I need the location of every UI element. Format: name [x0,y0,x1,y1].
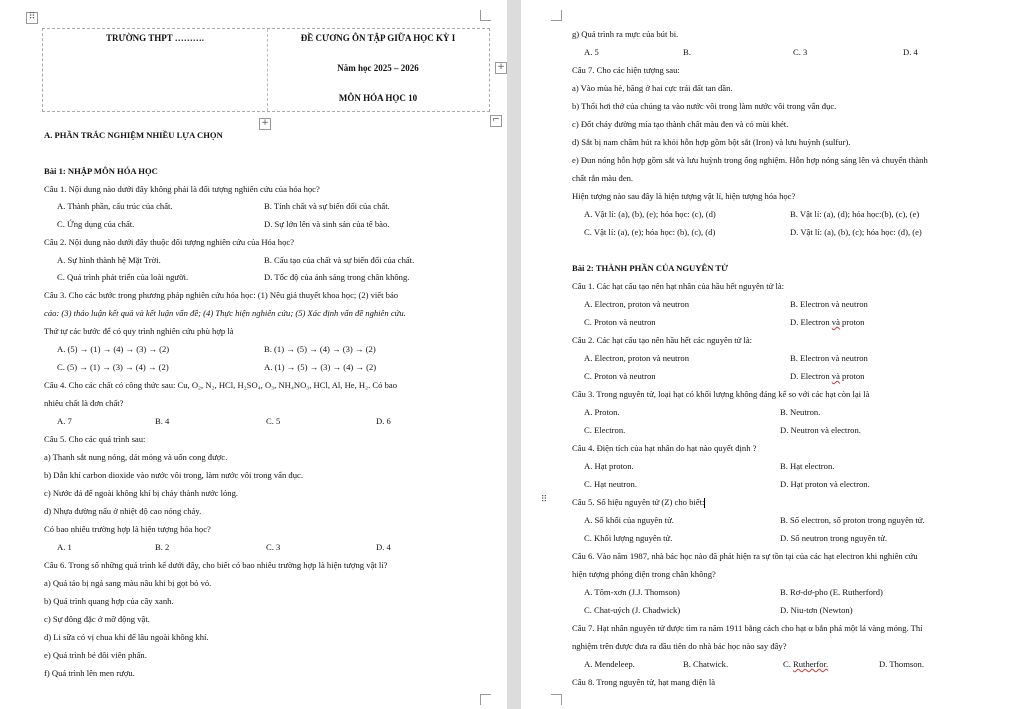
option-c: C. 5 [266,416,281,426]
option-d: D. Tốc độ của ánh sáng trong chân không. [264,272,410,282]
statement: c) Nước đá để ngoài không khí bị chảy thành nước lỏng. [44,488,239,498]
option-a: A. 1 [57,542,72,552]
option-c: C. Electron. [584,425,626,435]
spelling-flag[interactable]: và [831,317,840,327]
question-1: Câu 1. Các hạt cấu tạo nên hạt nhân của hầu hết nguyên tử là: [572,281,785,291]
statement: a) Quả táo bị ngả sang màu nâu khi bị gọt bỏ vỏ. [44,578,212,588]
question-6: Câu 6. Trong số những quá trình kể dưới đây, cho biết có bao nhiêu trường hợp là hiện tượng vật lí? [44,560,388,570]
school-name: TRƯỜNG THPT ………. [105,33,205,43]
question-6-line: hiện tượng phóng điện trong chân không? [572,569,716,579]
statement: d) Nhựa đường nấu ở nhiệt độ cao nóng chảy. [44,506,202,516]
question-1: Câu 1. Nội dung nào dưới đây không phải là đối tượng nghiên cứu của hóa học? [44,184,320,194]
question-3: Câu 3. Trong nguyên tử, loại hạt có khối lượng không đáng kể so với các hạt còn lại là [572,389,870,399]
option-a: A. Electron, proton và neutron [584,353,690,363]
option-text: proton [839,317,865,327]
question-5: Câu 5. Cho các quá trình sau: [44,434,146,444]
option-a: A. Sự hình thành hệ Mặt Trời. [57,255,161,265]
question-3-line: cáo: (3) thảo luận kết quả và kết luận vấn đề; (4) Thực hiện nghiên cứu; (5) Xác định vấn đề nghiên cứu. [44,308,406,318]
option-c [783,659,828,670]
question-3-line: Câu 3. Cho các bước trong phương pháp nghiên cứu hóa học: (1) Nêu giả thuyết khoa học; (2) viết báo [44,290,399,300]
statement: d) Li sữa có vị chua khi để lâu ngoài không khí. [44,632,209,642]
option-b: B. Rơ-dơ-pho (E. Rutherford) [780,587,883,597]
statement: d) Sắt bị nam châm hút ra khỏi hỗn hợp gồm bột sắt (Iron) và lưu huỳnh (sulfur). [572,137,851,147]
statement: b) Quá trình quang hợp của cây xanh. [44,596,174,606]
spelling-flag[interactable]: và [831,371,840,381]
question-5[interactable] [572,497,705,508]
option-c: C. 3 [793,47,808,57]
option-a: A. 5 [584,47,599,57]
section-heading: A. PHẦN TRẮC NGHIỆM NHIỀU LỰA CHỌN [44,130,223,140]
option-text: D. Electron [790,317,832,327]
question-4-line: nhiêu chất là đơn chất? [44,398,124,408]
statement: a) Thanh sắt nung nóng, dát mỏng và uốn cong được. [44,452,228,462]
statement: chất rắn màu đen. [572,173,634,183]
question-prompt: Hiện tượng nào sau đây là hiện tượng vật lí, hiện tượng hóa học? [572,191,796,201]
table-move-handle-icon[interactable]: ⠿ [26,12,38,24]
option-text: proton [839,371,865,381]
question-prompt: Có bao nhiêu trường hợp là hiện tượng hóa học? [44,524,211,534]
option-a: A. Proton. [584,407,620,417]
spelling-flag[interactable]: Rutherfor. [793,659,829,669]
statement: b) Thổi hơi thở của chúng ta vào nước vôi trong làm nước vôi trong vẩn đục. [572,101,837,111]
document-page-left[interactable] [0,0,507,709]
margin-corner-mark [551,10,562,21]
option-d: D. 4 [376,542,391,552]
statement: f) Quá trình lên men rượu. [44,668,135,678]
option-d: D. Hạt proton và electron. [780,479,870,489]
option-d: D. Neutron và electron. [780,425,861,435]
option-text: C. [783,659,794,669]
question-text: Câu 5. Số hiệu nguyên tử (Z) cho biết: [572,497,705,507]
option-a: A. Số khối của nguyên tử. [584,515,674,525]
option-d: D. 4 [903,47,918,57]
option-a: A. (5) → (1) → (4) → (3) → (2) [57,344,170,354]
add-row-plus-icon[interactable]: + [259,118,271,130]
option-d: D. Niu-tơn (Newton) [780,605,853,615]
statement: e) Quá trình bẻ đôi viên phấn. [44,650,147,660]
option-c: C. Chat-uých (J. Chadwick) [584,605,681,615]
option-b: B. Electron và neutron [790,299,868,309]
margin-corner-mark [480,694,491,705]
option-a: A. 7 [57,416,72,426]
option-a: A. Thành phần, cấu trúc của chất. [57,201,173,211]
margin-corner-mark [551,694,562,705]
document-title: ĐỀ CƯƠNG ÔN TẬP GIỮA HỌC KỲ I [300,33,456,43]
option-c: C. (5) → (1) → (3) → (4) → (2) [57,362,169,372]
option-c: C. 3 [266,542,281,552]
lesson-heading: Bài 1: NHẬP MÔN HÓA HỌC [44,166,158,176]
statement: e) Đun nóng hỗn hợp gồm sắt và lưu huỳnh trong ống nghiệm. Hỗn hợp nóng sáng lên và chuyển thành [572,155,928,165]
question-7-line: Câu 7. Hạt nhân nguyên tử được tìm ra năm 1911 bằng cách cho hạt α bắn phá một lá vàng mỏng. Thí [572,623,923,633]
option-c: C. Vật lí: (a), (e); hóa học: (b), (c), (d) [584,227,716,237]
question-6-line: Câu 6. Vào năm 1987, nhà bác học nào đã phát hiện ra sự tồn tại của các hạt electron khi nghiên cứu [572,551,918,561]
text-cursor [704,498,705,508]
statement: c) Sự đông đặc ở mỡ động vật. [44,614,150,624]
option-b: B. Tính chất và sự biến đổi của chất. [264,201,390,211]
question-2: Câu 2. Các hạt cấu tạo nên hầu hết các nguyên tử là: [572,335,753,345]
add-column-plus-icon[interactable]: + [495,62,507,74]
option-c: C. Khối lượng nguyên tử. [584,533,673,543]
option-c: C. Proton và neutron [584,371,656,381]
header-cell-school [43,29,268,111]
option-a: A. Tôm-xơn (J.J. Thomson) [584,587,680,597]
option-d: D. Sự lớn lên và sinh sản của tế bào. [264,219,390,229]
option-a: A. Electron, proton và neutron [584,299,690,309]
option-b: B. Neutron. [780,407,821,417]
option-c: C. Ứng dụng của chất. [57,219,135,229]
option-b: B. (1) → (5) → (4) → (3) → (2) [264,344,376,354]
option-d: D. Thomson. [879,659,924,669]
option-d [790,317,864,328]
question-8: Câu 8. Trong nguyên tử, hạt mang điện là [572,677,716,687]
option-b: B. Chatwick. [683,659,729,669]
option-d: D. Vật lí: (a), (b), (c); hóa học: (d), (e) [790,227,922,237]
question-4-line: Câu 4. Cho các chất có công thức sau: Cu, O₂, N₂, HCl, H₂SO₄, O₃, NH₄NO₃, HCl, Al, He, H₂. Có bao [44,380,398,390]
option-text: D. Electron [790,371,832,381]
statement: g) Quá trình ra mực của bút bi. [572,29,679,39]
page-gap [507,0,521,709]
question-3-line: Thứ tự các bước để có quy trình nghiên cứu phù hợp là [44,326,234,336]
option-b: B. 4 [155,416,170,426]
subject-name: MÔN HÓA HỌC 10 [338,93,418,103]
option-a: A. Hạt proton. [584,461,634,471]
option-d: A. (1) → (5) → (3) → (4) → (2) [264,362,377,372]
question-2: Câu 2. Nội dung nào dưới đây thuộc đối tượng nghiên cứu của Hóa học? [44,237,295,247]
option-a: A. Mendeleep. [584,659,635,669]
option-c: C. Proton và neutron [584,317,656,327]
statement: a) Vào mùa hè, băng ở hai cực trái đất tan dần. [572,83,733,93]
table-resize-icon[interactable]: ⌐ [490,115,502,127]
question-7-line: nghiệm trên được đưa ra đầu tiên do nhà bác học nào say đây? [572,641,787,651]
option-b: B. Số electron, số proton trong nguyên tử. [780,515,925,525]
option-d: D. 6 [376,416,391,426]
lesson-heading: Bài 2: THÀNH PHẦN CỦA NGUYÊN TỬ [572,263,728,273]
statement: c) Đốt cháy đường mía tạo thành chất màu đen và có mùi khét. [572,119,789,129]
question-4: Câu 4. Điện tích của hạt nhân do hạt nào quyết định ? [572,443,757,453]
option-b: B. 2 [155,542,170,552]
option-b: B. Electron và neutron [790,353,868,363]
statement: b) Dẫn khí carbon dioxide vào nước vôi trong, làm nước vôi trong vẩn đục. [44,470,303,480]
option-b: B. Hạt electron. [780,461,835,471]
option-d [790,371,864,382]
option-d: D. Số neutron trong nguyên tử. [780,533,888,543]
question-7: Câu 7. Cho các hiện tượng sau: [572,65,680,75]
school-year: Năm học 2025 – 2026 [337,63,419,73]
margin-corner-mark [480,10,491,21]
option-c: C. Quá trình phát triển của loài người. [57,272,189,282]
drag-handle-icon[interactable]: ⠿ [540,495,548,505]
header-table [42,28,490,112]
option-b: B. Cấu tạo của chất và sự biến đổi của chất. [264,255,415,265]
option-b: B. [683,47,691,57]
option-a: A. Vật lí: (a), (b), (e); hóa học: (c), (d) [584,209,716,219]
option-c: C. Hạt neutron. [584,479,637,489]
option-b: B. Vật lí: (a), (d); hóa học:(b), (c), (e) [790,209,920,219]
document-page-right[interactable] [521,0,1035,709]
